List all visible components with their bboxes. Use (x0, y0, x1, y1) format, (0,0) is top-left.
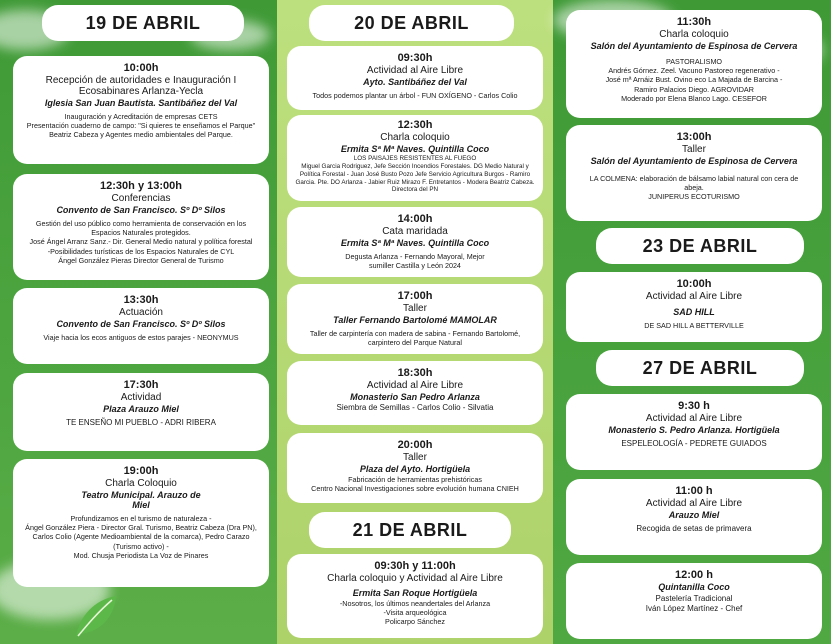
event-place: Taller Fernando Bartolomé MAMOLAR (333, 315, 497, 325)
leaf-icon (72, 592, 120, 640)
event-type: Actividad (120, 392, 162, 403)
event-description: Todos podemos plantar un árbol - FUN OXÍGENO - Carlos Colio (312, 91, 518, 100)
event-time: 12:30h (397, 119, 433, 131)
event-description: Profundizamos en el turismo de naturaleza - Ángel González Piera - Director Gral. Turismo, Beatriz Cabeza (Dra PN), Carlos Colio (Agente Medioambiental de la comarca), Pedro Carazo (Turismo activo) - Mod. Chusja Periodista La Voz de Pinares (25, 514, 257, 560)
event-place: Monasterio San Pedro Arlanza (350, 392, 480, 402)
event-type: Taller (682, 144, 706, 155)
event-card (566, 10, 822, 118)
event-place: Ermita Sª Mª Naves. Quintilla Coco (340, 238, 490, 248)
event-type: Charla coloquio (380, 132, 450, 143)
event-card (287, 207, 543, 277)
event-time: 14:00h (397, 213, 433, 225)
event-card (287, 46, 543, 110)
event-card (287, 115, 543, 201)
event-time: 09:30h y 11:00h (374, 560, 456, 572)
event-place: SAD HILL (673, 307, 715, 317)
event-description: Taller de carpintería con madera de sabina - Fernando Bartolomé, carpintero del Parque Natural (309, 329, 521, 348)
event-description: Gestión del uso público como herramienta de conservación en los Espacios Naturales protegidos. José Ángel Arranz Sanz.- Dir. General Medio natural y política forestal -Posibilidades turísticas de los Espacios Naturales de CYL Ángel González Pieras Director General de Turismo (29, 219, 253, 265)
event-place: Quintanilla Coco (658, 582, 730, 592)
event-type: Charla coloquio (659, 29, 729, 40)
event-description: TE ENSEÑO MI PUEBLO - ADRI RIBERA (66, 418, 216, 427)
event-place: Plaza del Ayto. Hortigüela (359, 464, 471, 474)
event-time: 19:00h (123, 465, 159, 477)
event-description: Siembra de Semillas - Carlos Colio - Silvatia (336, 403, 494, 412)
event-description: ESPELEOLOGÍA - PEDRETE GUIADOS (621, 439, 767, 448)
event-place: Teatro Municipal. Arauzo de Miel (81, 490, 201, 510)
event-place: Salón del Ayuntamiento de Espinosa de Cervera (590, 156, 798, 166)
event-time: 09:30h (397, 52, 433, 64)
event-place: Arauzo Miel (668, 510, 720, 520)
event-card (13, 459, 269, 587)
event-place: Ermita Sª Mª Naves. Quintilla Coco (340, 144, 490, 154)
event-type: Taller (403, 303, 427, 314)
event-place: Iglesia San Juan Bautista. Santibáñez del Val (44, 98, 238, 108)
event-type: Conferencias (111, 193, 171, 204)
event-description: LA COLMENA: elaboración de bálsamo labial natural con cera de abeja. JUNIPERUS ECOTURISMO (589, 174, 799, 202)
event-card (287, 284, 543, 354)
event-time: 11:00 h (675, 485, 713, 497)
event-card (13, 373, 269, 451)
event-time: 12:30h y 13:00h (100, 180, 182, 192)
event-card (566, 125, 822, 221)
event-time: 20:00h (397, 439, 433, 451)
event-card (13, 288, 269, 364)
event-type: Actividad al Aire Libre (366, 65, 464, 76)
event-type: Taller (403, 452, 427, 463)
event-time: 12:00 h (675, 569, 713, 581)
day-header-20: 20 DE ABRIL (309, 5, 514, 41)
event-description: LOS PAISAJES RESISTENTES AL FUEGO Miguel Garcia Rodriguez, Jefe Sección Incendios Forestales. DG Medio Natural y Política Forestal - Juan José Busto Pozo Jefe Servicio Agricultura Burgos - Ramiro Garcia. Pte. DO Arlanza - Jabier Ruiz Mirazo F. Entretantos - Modera Beatriz Cabeza. Directora del PN (295, 155, 535, 194)
event-description: Inauguración y Acreditación de empresas CETS Presentación cuaderno de campo: "Si quieres te enseñamos el Parque" Beatriz Cabeza y Agentes medio ambientales del Parque. (26, 112, 256, 140)
event-time: 10:00h (676, 278, 712, 290)
event-time: 13:00h (676, 131, 712, 143)
event-card (287, 554, 543, 638)
event-time: 9:30 h (678, 400, 710, 412)
event-description: Pastelería Tradicional Iván López Martínez - Chef (645, 594, 743, 614)
event-place: Convento de San Francisco. Sº Dº Silos (56, 205, 226, 215)
event-card (566, 479, 822, 555)
event-time: 17:30h (123, 379, 159, 391)
event-type: Actividad al Aire Libre (645, 291, 743, 302)
event-description: Recogida de setas de primavera (636, 524, 752, 533)
event-place: Convento de San Francisco. Sº Dº Silos (56, 319, 226, 329)
event-card (287, 433, 543, 503)
event-time: 10:00h (123, 62, 159, 74)
event-place: Salón del Ayuntamiento de Espinosa de Cervera (590, 41, 798, 51)
event-card (566, 394, 822, 470)
event-description: DE SAD HILL A BETTERVILLE (644, 321, 744, 330)
event-type: Actividad al Aire Libre (645, 498, 743, 509)
event-place: Plaza Arauzo Miel (103, 404, 179, 414)
event-place: Monasterio S. Pedro Arlanza. Hortigüela (608, 425, 780, 435)
event-type: Recepción de autoridades e Inauguración I Ecosabinares Arlanza-Yecla (45, 75, 237, 97)
event-card (13, 174, 269, 280)
event-type: Actividad al Aire Libre (366, 380, 464, 391)
event-time: 17:00h (397, 290, 433, 302)
event-time: 18:30h (397, 367, 433, 379)
event-card (13, 56, 269, 164)
day-header-21: 21 DE ABRIL (309, 512, 511, 548)
event-description: -Nosotros, los últimos neandertales del Arlanza -Visita arqueológica Policarpo Sánchez (339, 599, 491, 627)
event-card (566, 563, 822, 639)
event-time: 13:30h (123, 294, 159, 306)
event-type: Charla coloquio y Actividad al Aire Libre (327, 573, 503, 584)
event-description: PASTORALISMO Andrés Górnez. Zeel. Vacuno Pastoreo regenerativo - José mª Arnáiz Bust. Ovino eco La Majada de Barcina - Ramiro Palacios Diego. AGROVIDAR Moderado por Elena Blanco Lago. CESEFOR (605, 57, 783, 103)
event-type: Actuación (119, 307, 163, 318)
day-header-19: 19 DE ABRIL (42, 5, 244, 41)
event-place: Ayto. Santibáñez del Val (363, 77, 467, 87)
event-type: Actividad al Aire Libre (645, 413, 743, 424)
event-description: Viaje hacia los ecos antiguos de estos parajes - NEONYMUS (43, 333, 239, 342)
event-description: Fabricación de herramientas prehistóricas Centro Nacional Investigaciones sobre evolución humana CNIEH (311, 475, 519, 494)
event-place: Ermita San Roque Hortigüela (352, 588, 478, 598)
event-card (287, 361, 543, 425)
day-header-27: 27 DE ABRIL (596, 350, 804, 386)
event-type: Charla Coloquio (105, 478, 177, 489)
event-time: 11:30h (676, 16, 712, 28)
event-description: Degusta Arlanza - Fernando Mayoral, Mejor sumiller Castilla y León 2024 (345, 252, 485, 271)
event-type: Cata maridada (382, 226, 448, 237)
event-card (566, 272, 822, 342)
day-header-23: 23 DE ABRIL (596, 228, 804, 264)
